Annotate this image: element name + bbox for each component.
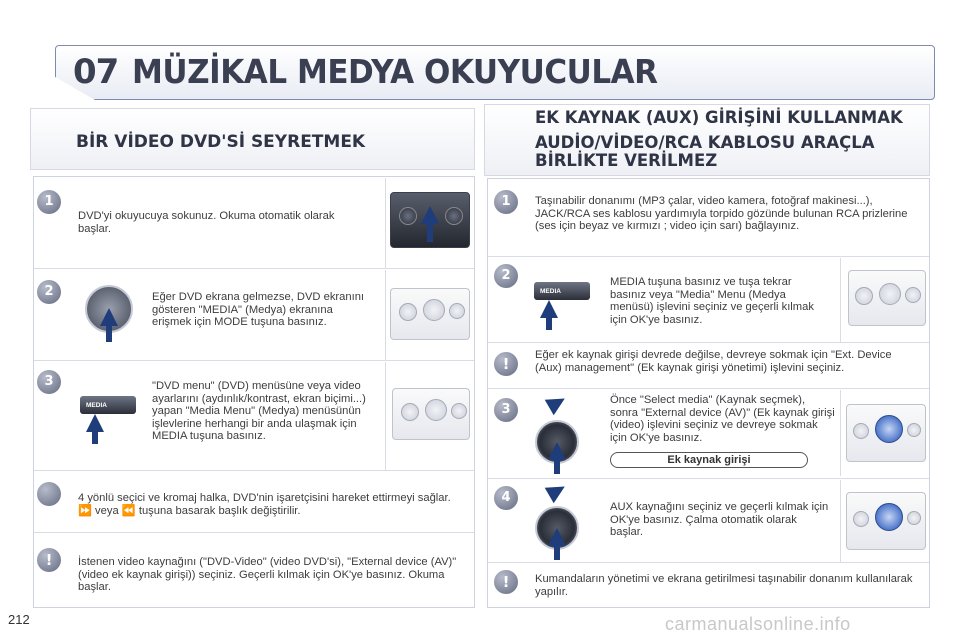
left-step-2-text: Eğer DVD ekrana gelmezse, DVD ekranını gösteren "MEDIA" (Medya) ekranına erişmek için MODE tuşuna basınız. (152, 291, 365, 329)
chapter-title: MÜZİKAL MEDYA OKUYUCULAR (132, 52, 658, 91)
step-badge-1: 1 (37, 190, 61, 214)
tip-text-after: tuşuna basarak başlık değiştirilir. (138, 504, 301, 517)
right-warning-2-text: Kumandaların yönetimi ve ekrana getirilmesi taşınabilir donanım kullanılarak yapılır. (535, 573, 913, 598)
right-step-2-text: MEDIA tuşuna basınız ve tuşa tekrar basınız veya "Media" Menu (Medya menüsü) işlevini seçiniz ve geçerli kılmak için OK'ye basınız. (610, 276, 814, 326)
radio-panel-image (390, 288, 470, 340)
mode-press-arrow-stem (106, 326, 112, 342)
warning-icon: ! (37, 548, 61, 572)
left-step-divider (34, 268, 474, 269)
watermark: carmanualsonline.info (665, 614, 851, 634)
left-step-divider (34, 470, 474, 471)
chapter-number: 07 (73, 52, 119, 92)
tip-text-middle: veya (95, 504, 119, 517)
menu-item-external-source: Ek kaynak girişi (610, 452, 808, 468)
media-press-arrow-icon (540, 300, 558, 318)
media-button-image: MEDIA (80, 396, 136, 414)
step-badge-1: 1 (494, 190, 518, 214)
left-note-text: İstenen video kaynağını ("DVD-Video" (video DVD'si), "External device (AV)" (video ek kaynak girişi)) seçiniz. Geçerli kılmak için OK'ye basınız. Okuma başlar. (78, 556, 457, 594)
step-badge-2: 2 (37, 280, 61, 304)
insert-disc-arrow-stem (427, 224, 433, 242)
left-step-divider (34, 360, 474, 361)
radio-panel-image (846, 404, 926, 462)
next-track-icon: ⏩ (78, 504, 92, 517)
right-step-divider (488, 562, 929, 563)
right-step-1-text: Taşınabilir donanımı (MP3 çalar, video kamera, fotoğraf makinesi...), JACK/RCA ses kablosu yardımıyla torpido gözünde bulunan RCA prizlerine (ses için beyaz ve kırmızı ; video için sarı) bağlayınız. (535, 195, 908, 233)
mode-press-arrow-icon (100, 308, 118, 326)
left-step-divider (34, 532, 474, 533)
warning-icon: ! (494, 570, 518, 594)
press-arrow-icon (548, 528, 566, 546)
radio-panel-image (846, 492, 926, 550)
previous-track-icon: ⏪ (121, 504, 136, 517)
tip-sun-icon (37, 482, 61, 506)
press-arrow-stem (554, 546, 560, 560)
right-step-4-text: AUX kaynağını seçiniz ve geçerli kılmak için OK'ye basınız. Çalma otomatik olarak başlar. (610, 501, 829, 539)
radio-panel-image (392, 388, 470, 440)
right-step-divider (488, 388, 929, 389)
press-arrow-icon (548, 442, 566, 460)
left-step-3-text: "DVD menu" (DVD) menüsüne veya video ayarlarını (aydınlık/kontrast, ekran biçimi...) yapan "Media Menu" (Medya) menüsünün işlevlerine herhangi bir anda ulaşmak için MEDIA tuşuna basınız. (152, 380, 366, 443)
left-tip-text (78, 492, 463, 517)
step-badge-3: 3 (494, 398, 518, 422)
media-press-arrow-icon (86, 414, 104, 432)
right-step-3-text: Önce "Select media" (Kaynak seçmek), sonra "External device (AV)" (Ek kaynak girişi (video) işlevini seçiniz ve devreye sokmak için OK'ye basınız. (610, 394, 835, 444)
radio-panel-image (848, 270, 926, 326)
right-section-title-2: AUDİO/VİDEO/RCA KABLOSU ARAÇLA BİRLİKTE VERİLMEZ (535, 133, 875, 170)
step-badge-4: 4 (494, 486, 518, 510)
warning-icon: ! (494, 352, 518, 376)
tip-text-before: 4 yönlü seçici ve kromaj halka, DVD'nin işaretçisini hareket ettirmeyi sağlar. (78, 492, 451, 504)
media-press-arrow-stem (92, 432, 98, 444)
right-warning-1-text: Eğer ek kaynak girişi devrede değilse, devreye sokmak için "Ext. Device (Aux) management" (Ek kaynak girişi yönetimi) işlevini seçiniz. (535, 349, 892, 374)
media-press-arrow-stem (546, 318, 552, 330)
left-section-title: BİR VİDEO DVD'Sİ SEYRETMEK (76, 132, 366, 152)
right-section-title-1: EK KAYNAK (AUX) GİRİŞİNİ KULLANMAK (535, 108, 903, 127)
press-arrow-stem (554, 460, 560, 474)
step-badge-3: 3 (37, 370, 61, 394)
right-step-divider (488, 342, 929, 343)
insert-disc-arrow-icon (421, 206, 439, 224)
right-step-divider (488, 478, 929, 479)
right-step-divider (488, 256, 929, 257)
page-number: 212 (8, 612, 30, 627)
left-step-1-text: DVD'yi okuyucuya sokunuz. Okuma otomatik olarak başlar. (78, 210, 335, 235)
step-badge-2: 2 (494, 264, 518, 288)
media-button-image: MEDIA (534, 282, 590, 300)
